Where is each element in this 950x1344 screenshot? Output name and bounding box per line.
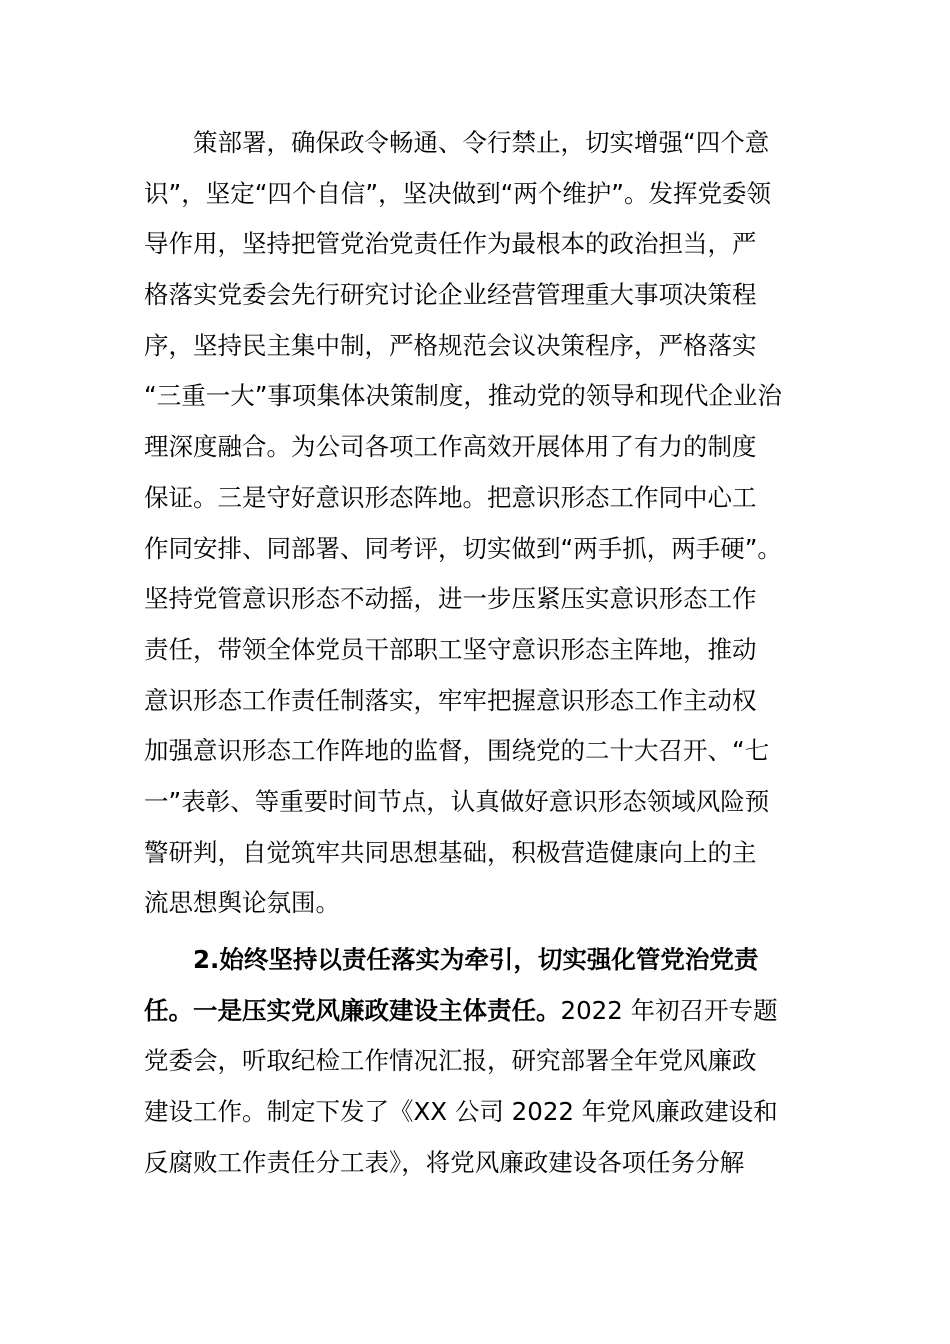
text-run: 2022 年初召开专题 <box>560 995 778 1025</box>
text-line: 建设工作。制定下发了《XX 公司 2022 年党风廉政建设和 <box>144 1097 778 1127</box>
text-line: 意识形态工作责任制落实，牢牢把握意识形态工作主动权 <box>144 685 757 715</box>
text-line: 责任，带领全体党员干部职工坚守意识形态主阵地，推动 <box>144 634 757 664</box>
text-line: 保证。三是守好意识形态阵地。把意识形态工作同中心工 <box>144 482 757 512</box>
text-line: 导作用，坚持把管党治党责任作为最根本的政治担当，严 <box>144 229 757 259</box>
section-heading-line: 2.始终坚持以责任落实为牵引，切实强化管党治党责 <box>193 945 759 974</box>
heading-lead: 任。一是压实党风廉政建设主体责任。 <box>144 995 561 1025</box>
text-line: 作同安排、同部署、同考评，切实做到“两手抓，两手硬”。 <box>144 533 782 563</box>
text-line: 警研判，自觉筑牢共同思想基础，积极营造健康向上的主 <box>144 837 757 867</box>
text-line <box>144 986 809 1037</box>
text-line: 反腐败工作责任分工表》，将党风廉政建设各项任务分解 <box>144 1147 745 1177</box>
text-line: 理深度融合。为公司各项工作高效开展体用了有力的制度 <box>144 432 757 462</box>
text-line: 识”，坚定“四个自信”，坚决做到“两个维护”。发挥党委领 <box>144 178 771 208</box>
text-line: 序，坚持民主集中制，严格规范会议决策程序，严格落实 <box>144 330 757 360</box>
paragraph-1 <box>144 118 809 929</box>
text-line: 坚持党管意识形态不动摇，进一步压紧压实意识形态工作 <box>144 584 757 614</box>
text-line: 流思想舆论氛围。 <box>144 888 340 918</box>
text-line: 格落实党委会先行研究讨论企业经营管理重大事项决策程 <box>144 280 757 310</box>
text-line: “三重一大”事项集体决策制度，推动党的领导和现代企业治 <box>144 381 782 411</box>
text-line: 一”表彰、等重要时间节点，认真做好意识形态领域风险预 <box>144 786 770 816</box>
text-line: 策部署，确保政令畅通、令行禁止，切实增强“四个意 <box>193 128 770 157</box>
text-line: 党委会，听取纪检工作情况汇报，研究部署全年党风廉政 <box>144 1046 757 1076</box>
body-text <box>144 118 809 1188</box>
paragraph-2 <box>144 935 809 1188</box>
text-line: 加强意识形态工作阵地的监督，围绕党的二十大召开、“七 <box>144 736 770 766</box>
